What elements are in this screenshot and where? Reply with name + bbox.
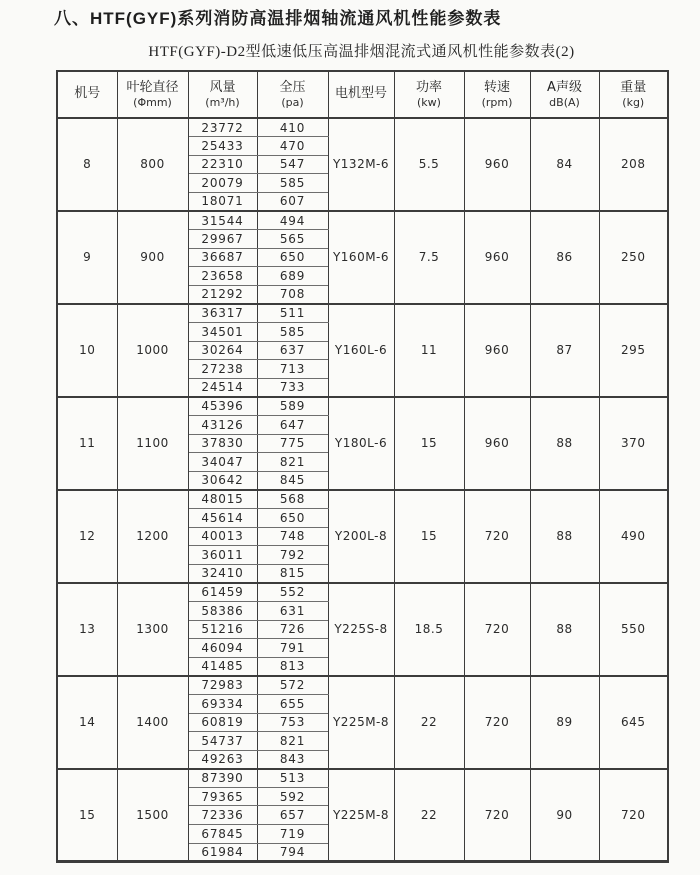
total-pressure-cell: 631	[257, 601, 328, 620]
total-pressure-cell: 552	[257, 583, 328, 602]
total-pressure-cell: 589	[257, 397, 328, 416]
total-pressure-cell: 547	[257, 155, 328, 174]
total-pressure-cell: 650	[257, 248, 328, 267]
motor-model-cell: Y132M-6	[328, 118, 394, 211]
air-volume-cell: 23658	[188, 267, 257, 286]
header-label: 转速	[483, 79, 510, 95]
air-volume-cell: 72983	[188, 676, 257, 695]
total-pressure-cell: 843	[257, 750, 328, 769]
air-volume-cell: 87390	[188, 769, 257, 788]
header-unit: (m³/h)	[205, 95, 240, 109]
speed-cell: 720	[464, 676, 530, 769]
weight-cell: 250	[599, 211, 668, 304]
power-cell: 22	[394, 676, 464, 769]
table-row	[57, 397, 668, 416]
air-volume-cell: 46094	[188, 639, 257, 658]
air-volume-cell: 60819	[188, 713, 257, 732]
air-volume-cell: 27238	[188, 360, 257, 379]
air-volume-cell: 48015	[188, 490, 257, 509]
power-cell: 22	[394, 769, 464, 862]
header-row	[57, 71, 668, 118]
header-machine-no	[57, 71, 117, 118]
table-row	[57, 676, 668, 695]
page-title: 八、HTF(GYF)系列消防高温排烟轴流通风机性能参数表	[54, 9, 502, 28]
speed-cell: 720	[464, 583, 530, 676]
air-volume-cell: 45396	[188, 397, 257, 416]
weight-cell: 490	[599, 490, 668, 583]
power-cell: 11	[394, 304, 464, 397]
total-pressure-cell: 794	[257, 843, 328, 862]
air-volume-cell: 30642	[188, 471, 257, 490]
speed-cell: 960	[464, 118, 530, 211]
total-pressure-cell: 708	[257, 285, 328, 304]
total-pressure-cell: 565	[257, 230, 328, 249]
total-pressure-cell: 647	[257, 416, 328, 435]
header-unit: (Φmm)	[133, 95, 172, 109]
air-volume-cell: 20079	[188, 174, 257, 193]
total-pressure-cell: 813	[257, 657, 328, 676]
table-row	[57, 769, 668, 788]
machine-no-cell: 10	[57, 304, 117, 397]
air-volume-cell: 61984	[188, 843, 257, 862]
total-pressure-cell: 585	[257, 174, 328, 193]
header-air-volume	[188, 71, 257, 118]
air-volume-cell: 69334	[188, 694, 257, 713]
power-cell: 18.5	[394, 583, 464, 676]
total-pressure-cell: 791	[257, 639, 328, 658]
machine-no-cell: 12	[57, 490, 117, 583]
table-row	[57, 583, 668, 602]
air-volume-cell: 22310	[188, 155, 257, 174]
impeller-diameter-cell: 800	[117, 118, 188, 211]
total-pressure-cell: 494	[257, 211, 328, 230]
power-cell: 15	[394, 397, 464, 490]
header-label: 全压	[279, 79, 306, 95]
impeller-diameter-cell: 1500	[117, 769, 188, 862]
air-volume-cell: 61459	[188, 583, 257, 602]
speed-cell: 960	[464, 304, 530, 397]
total-pressure-cell: 792	[257, 546, 328, 565]
air-volume-cell: 24514	[188, 378, 257, 397]
noise-level-cell: 90	[530, 769, 599, 862]
air-volume-cell: 45614	[188, 508, 257, 527]
impeller-diameter-cell: 1200	[117, 490, 188, 583]
weight-cell: 208	[599, 118, 668, 211]
weight-cell: 370	[599, 397, 668, 490]
air-volume-cell: 21292	[188, 285, 257, 304]
air-volume-cell: 36317	[188, 304, 257, 323]
speed-cell: 960	[464, 397, 530, 490]
air-volume-cell: 23772	[188, 118, 257, 137]
total-pressure-cell: 689	[257, 267, 328, 286]
air-volume-cell: 49263	[188, 750, 257, 769]
total-pressure-cell: 470	[257, 137, 328, 156]
machine-no-cell: 8	[57, 118, 117, 211]
motor-model-cell: Y180L-6	[328, 397, 394, 490]
speed-cell: 720	[464, 769, 530, 862]
air-volume-cell: 72336	[188, 806, 257, 825]
impeller-diameter-cell: 1400	[117, 676, 188, 769]
header-motor-model	[328, 71, 394, 118]
header-weight	[599, 71, 668, 118]
performance-table-body	[57, 118, 668, 862]
header-label: 叶轮直径	[126, 79, 179, 95]
total-pressure-cell: 845	[257, 471, 328, 490]
header-noise-level	[530, 71, 599, 118]
weight-cell: 550	[599, 583, 668, 676]
power-cell: 5.5	[394, 118, 464, 211]
header-label: 风量	[209, 79, 236, 95]
air-volume-cell: 40013	[188, 527, 257, 546]
total-pressure-cell: 748	[257, 527, 328, 546]
header-speed	[464, 71, 530, 118]
motor-model-cell: Y160L-6	[328, 304, 394, 397]
air-volume-cell: 30264	[188, 341, 257, 360]
total-pressure-cell: 726	[257, 620, 328, 639]
weight-cell: 645	[599, 676, 668, 769]
header-unit: dB(A)	[549, 95, 580, 109]
table-subtitle: HTF(GYF)-D2型低速低压高温排烟混流式通风机性能参数表(2)	[148, 44, 575, 60]
header-label: 重量	[620, 79, 647, 95]
air-volume-cell: 79365	[188, 787, 257, 806]
header-label: 机号	[74, 86, 101, 102]
air-volume-cell: 29967	[188, 230, 257, 249]
total-pressure-cell: 821	[257, 453, 328, 472]
noise-level-cell: 89	[530, 676, 599, 769]
total-pressure-cell: 655	[257, 694, 328, 713]
total-pressure-cell: 410	[257, 118, 328, 137]
air-volume-cell: 67845	[188, 825, 257, 844]
air-volume-cell: 36687	[188, 248, 257, 267]
noise-level-cell: 86	[530, 211, 599, 304]
header-unit: (kw)	[417, 95, 441, 109]
noise-level-cell: 88	[530, 490, 599, 583]
machine-no-cell: 9	[57, 211, 117, 304]
header-unit: (pa)	[281, 95, 304, 109]
header-unit: (rpm)	[481, 95, 513, 109]
impeller-diameter-cell: 1100	[117, 397, 188, 490]
total-pressure-cell: 815	[257, 564, 328, 583]
air-volume-cell: 43126	[188, 416, 257, 435]
total-pressure-cell: 592	[257, 787, 328, 806]
air-volume-cell: 25433	[188, 137, 257, 156]
table-row	[57, 490, 668, 509]
motor-model-cell: Y200L-8	[328, 490, 394, 583]
table-row	[57, 304, 668, 323]
noise-level-cell: 88	[530, 583, 599, 676]
speed-cell: 720	[464, 490, 530, 583]
impeller-diameter-cell: 1300	[117, 583, 188, 676]
machine-no-cell: 15	[57, 769, 117, 862]
total-pressure-cell: 511	[257, 304, 328, 323]
motor-model-cell: Y225S-8	[328, 583, 394, 676]
header-label: 电机型号	[334, 86, 387, 102]
power-cell: 15	[394, 490, 464, 583]
total-pressure-cell: 821	[257, 732, 328, 751]
motor-model-cell: Y225M-8	[328, 769, 394, 862]
total-pressure-cell: 775	[257, 434, 328, 453]
total-pressure-cell: 513	[257, 769, 328, 788]
header-unit: (kg)	[622, 95, 645, 109]
total-pressure-cell: 733	[257, 378, 328, 397]
air-volume-cell: 51216	[188, 620, 257, 639]
impeller-diameter-cell: 900	[117, 211, 188, 304]
machine-no-cell: 14	[57, 676, 117, 769]
air-volume-cell: 54737	[188, 732, 257, 751]
total-pressure-cell: 585	[257, 323, 328, 342]
air-volume-cell: 36011	[188, 546, 257, 565]
total-pressure-cell: 657	[257, 806, 328, 825]
air-volume-cell: 31544	[188, 211, 257, 230]
machine-no-cell: 13	[57, 583, 117, 676]
weight-cell: 720	[599, 769, 668, 862]
weight-cell: 295	[599, 304, 668, 397]
total-pressure-cell: 753	[257, 713, 328, 732]
noise-level-cell: 84	[530, 118, 599, 211]
performance-table	[56, 70, 669, 863]
power-cell: 7.5	[394, 211, 464, 304]
air-volume-cell: 41485	[188, 657, 257, 676]
header-label: 功率	[415, 79, 442, 95]
header-label: A声级	[547, 79, 582, 95]
air-volume-cell: 58386	[188, 601, 257, 620]
total-pressure-cell: 713	[257, 360, 328, 379]
total-pressure-cell: 650	[257, 508, 328, 527]
air-volume-cell: 37830	[188, 434, 257, 453]
machine-no-cell: 11	[57, 397, 117, 490]
header-total-pressure	[257, 71, 328, 118]
table-row	[57, 118, 668, 137]
table-row	[57, 211, 668, 230]
noise-level-cell: 87	[530, 304, 599, 397]
total-pressure-cell: 572	[257, 676, 328, 695]
total-pressure-cell: 719	[257, 825, 328, 844]
speed-cell: 960	[464, 211, 530, 304]
motor-model-cell: Y225M-8	[328, 676, 394, 769]
total-pressure-cell: 568	[257, 490, 328, 509]
motor-model-cell: Y160M-6	[328, 211, 394, 304]
header-impeller-diameter	[117, 71, 188, 118]
header-power	[394, 71, 464, 118]
total-pressure-cell: 637	[257, 341, 328, 360]
air-volume-cell: 34501	[188, 323, 257, 342]
air-volume-cell: 18071	[188, 192, 257, 211]
total-pressure-cell: 607	[257, 192, 328, 211]
air-volume-cell: 34047	[188, 453, 257, 472]
air-volume-cell: 32410	[188, 564, 257, 583]
impeller-diameter-cell: 1000	[117, 304, 188, 397]
noise-level-cell: 88	[530, 397, 599, 490]
